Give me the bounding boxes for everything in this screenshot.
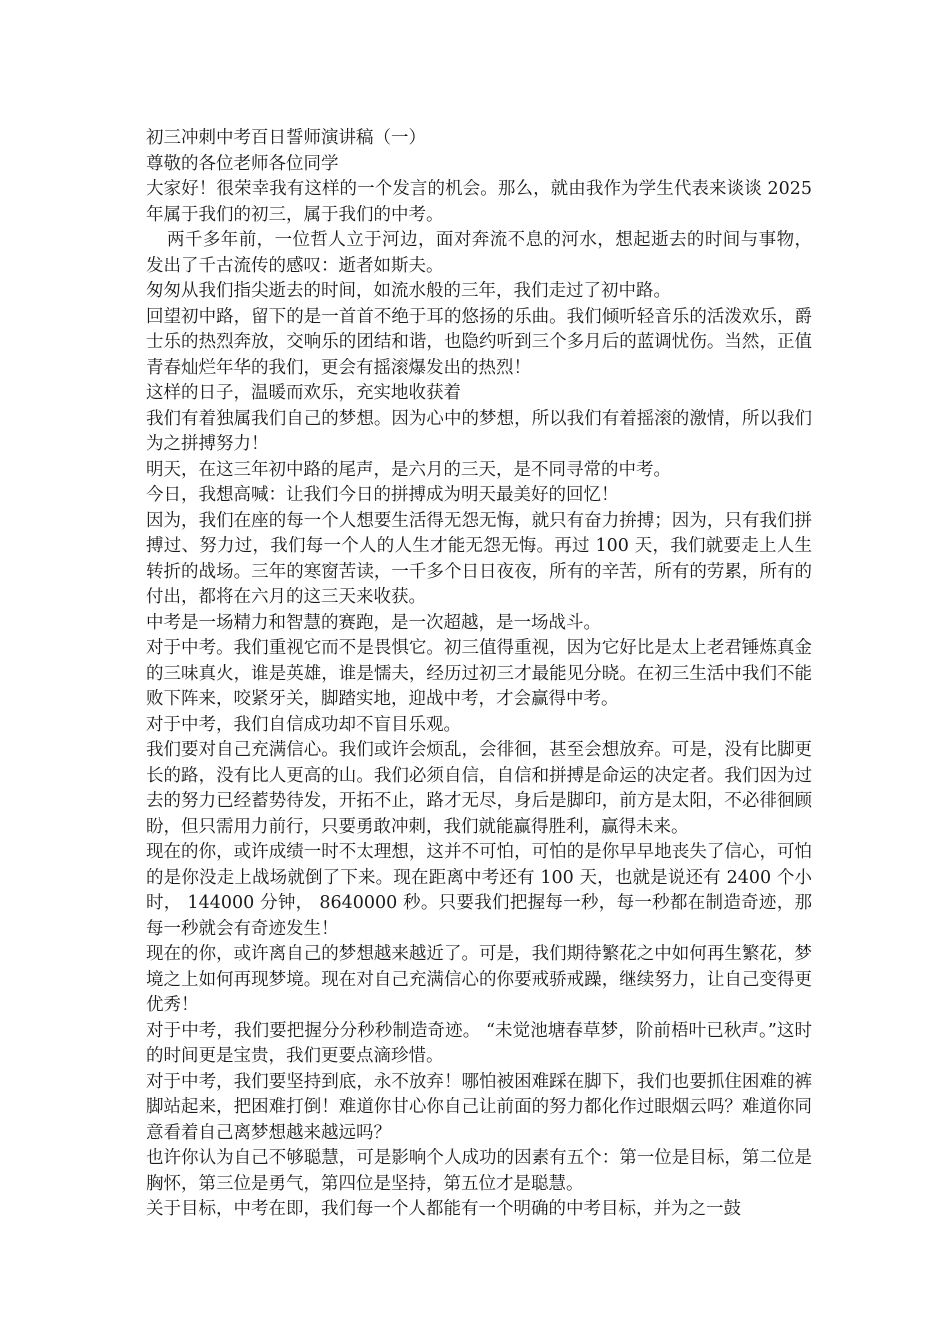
document-body (146, 126, 812, 1223)
paragraph-8: 今日，我想高喊：让我们今日的拼搏成为明天最美好的回忆！ (146, 485, 619, 505)
paragraph-15: 现在的你，或许离自己的梦想越来越近了。可是，我们期待繁花之中如何再生繁花，梦境之上如何再现梦境。现在对自己充满信心的你要戒骄戒躁，继续努力，让自己变得更优秀！ (146, 944, 812, 1015)
paragraph-10: 中考是一场精力和智慧的赛跑，是一次超越，是一场战斗。 (146, 612, 601, 633)
document-title: 初三冲刺中考百日誓师演讲稿（一） (146, 128, 426, 148)
paragraph-18: 也许你认为自己不够聪慧，可是影响个人成功的因素有五个：第一位是目标，第二位是胸怀，第三位是勇气，第四位是坚持，第五位才是聪慧。 (146, 1148, 812, 1194)
paragraph-7: 明天，在这三年初中路的尾声，是六月的三天，是不同寻常的中考。 (146, 459, 671, 480)
paragraph-1: 大家好！很荣幸我有这样的一个发言的机会。那么，就由我作为学生代表来谈谈 2025 年属于我们的初三，属于我们的中考。 (146, 179, 812, 225)
paragraph-5: 这样的日子，温暖而欢乐，充实地收获着 (146, 383, 461, 403)
paragraph-13: 我们要对自己充满信心。我们或许会烦乱，会徘徊，甚至会想放弃。可是，没有比脚更长的路，没有比人更高的山。我们必须自信，自信和拼搏是命运的决定者。我们因为过去的努力已经蓄势待发，开拓不止，路才无尽，身后是脚印，前方是太阳，不必徘徊顾盼，但只需用力前行，只要勇敢冲刺，我们就能赢得胜利，赢得未来。 (146, 740, 812, 837)
paragraph-6: 我们有着独属我们自己的梦想。因为心中的梦想，所以我们有着摇滚的激情，所以我们为之拼搏努力！ (146, 408, 812, 454)
paragraph-19: 关于目标，中考在即，我们每一个人都能有一个明确的中考目标，并为之一鼓 (146, 1199, 741, 1219)
salutation: 尊敬的各位老师各位同学 (146, 153, 339, 174)
paragraph-16: 对于中考，我们要把握分分秒秒制造奇迹。 “未觉池塘春草梦，阶前梧叶已秋声。”这时的时间更是宝贵，我们更要点滴珍惜。 (146, 1020, 812, 1066)
paragraph-12: 对于中考，我们自信成功却不盲目乐观。 (146, 714, 461, 735)
paragraph-11: 对于中考。我们重视它而不是畏惧它。初三值得重视，因为它好比是太上老君锤炼真金的三味真火，谁是英雄，谁是懦夫，经历过初三才最能见分晓。在初三生活中我们不能败下阵来，咬紧牙关，脚踏实地，迎战中考，才会赢得中考。 (146, 638, 812, 709)
paragraph-9: 因为，我们在座的每一个人想要生活得无怨无悔，就只有奋力拚搏；因为，只有我们拼搏过、努力过，我们每一个人的人生才能无怨无悔。再过 100 天，我们就要走上人生转折的战场。三年的寒窗苦读，一千多个日日夜夜，所有的辛苦，所有的劳累，所有的付出，都将在六月的这三天来收获。 (146, 510, 812, 607)
paragraph-3: 匆匆从我们指尖逝去的时间，如流水般的三年，我们走过了初中路。 (146, 281, 671, 301)
paragraph-2: 两千多年前，一位哲人立于河边，面对奔流不息的河水，想起逝去的时间与事物，发出了千古流传的感叹：逝者如斯夫。 (146, 230, 812, 276)
paragraph-4: 回望初中路，留下的是一首首不绝于耳的悠扬的乐曲。我们倾听轻音乐的活泼欢乐，爵士乐的热烈奔放，交响乐的团结和谐，也隐约听到三个多月后的蓝调忧伤。当然，正值青春灿烂年华的我们，更会有摇滚爆发出的热烈！ (146, 306, 812, 378)
paragraph-14: 现在的你，或许成绩一时不太理想，这并不可怕，可怕的是你早早地丧失了信心，可怕的是你没走上战场就倒了下来。现在距离中考还有 100 天，也就是说还有 2400 个小时， 144000 分钟， 8640000 秒。只要我们把握每一秒，每一秒都在制造奇迹，那每一秒就会有奇迹发生！ (146, 842, 812, 939)
paragraph-17: 对于中考，我们要坚持到底，永不放弃！哪怕被困难踩在脚下，我们也要抓住困难的裤脚站起来，把困难打倒！难道你甘心你自己让前面的努力都化作过眼烟云吗？难道你同意看着自己离梦想越来越远吗？ (146, 1071, 812, 1143)
